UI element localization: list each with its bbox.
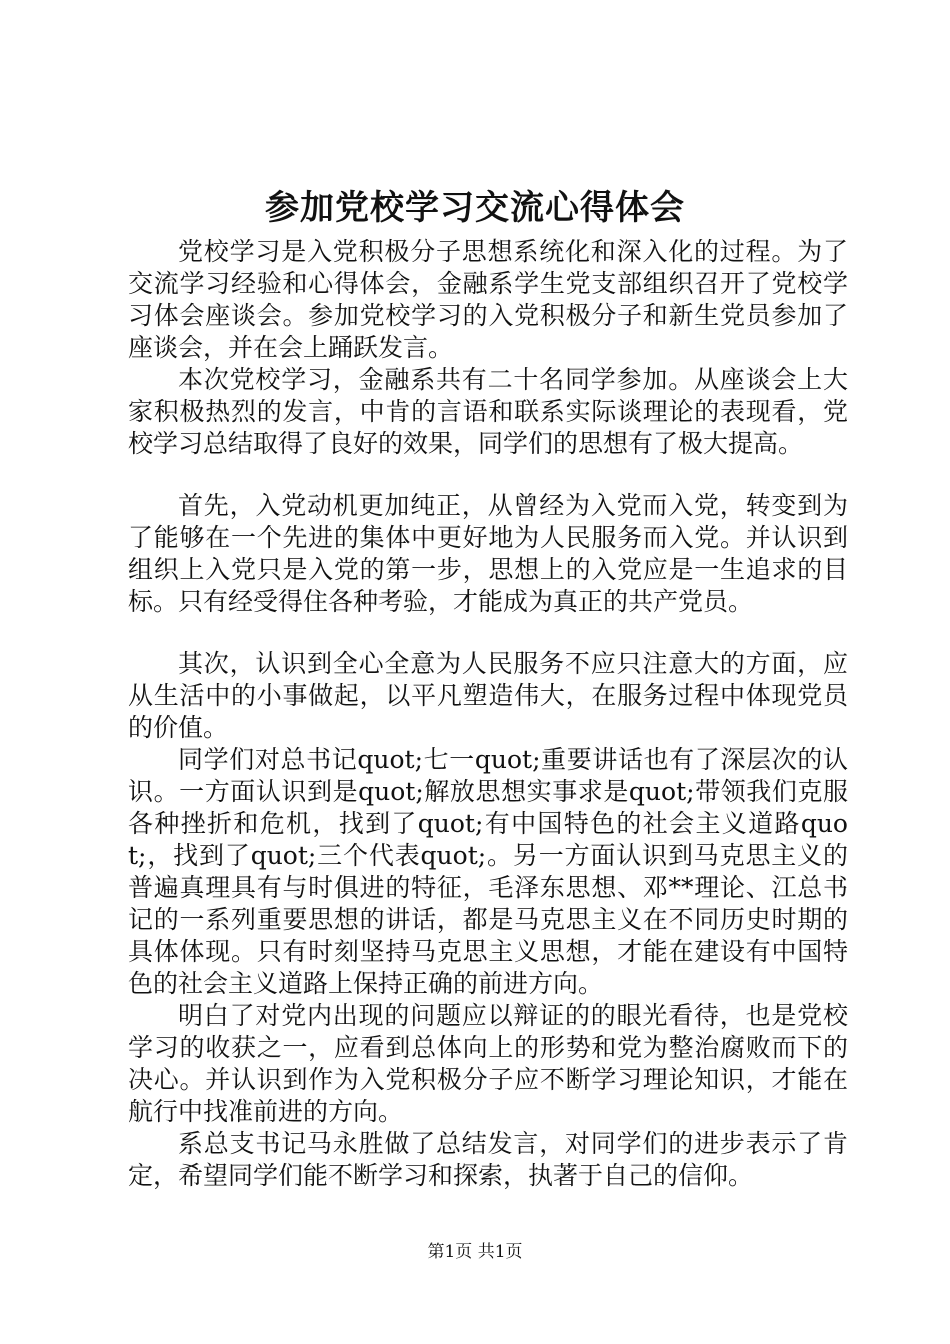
paragraph-6: 明白了对党内出现的问题应以辩证的的眼光看待，也是党校学习的收获之一，应看到总体向上的形势和党为整治腐败而下的决心。并认识到作为入党积极分子应不断学习理论知识，才能在航行中找准前进的方向。 — [128, 1001, 848, 1126]
page-footer: 第1页 共1页 — [427, 1242, 523, 1262]
document-body — [128, 236, 848, 1192]
paragraph-1: 党校学习是入党积极分子思想系统化和深入化的过程。为了交流学习经验和心得体会，金融系学生党支部组织召开了党校学习体会座谈会。参加党校学习的入党积极分子和新生党员参加了座谈会，并在会上踊跃发言。 — [128, 237, 848, 362]
paragraph-5: 同学们对总书记quot;七一quot;重要讲话也有了深层次的认识。一方面认识到是quot;解放思想实事求是quot;带领我们克服各种挫折和危机，找到了quot;有中国特色的社会主义道路quot;，找到了quot;三个代表quot;。另一方面认识到马克思主义的普遍真理具有与时俱进的特征，毛泽东思想、邓**理论、江总书记的一系列重要思想的讲话，都是马克思主义在不同历史时期的具体体现。只有时刻坚持马克思主义思想，才能在建设有中国特色的社会主义道路上保持正确的前进方向。 — [128, 745, 848, 998]
document-title: 参加党校学习交流心得体会 — [265, 188, 685, 228]
paragraph-3: 首先，入党动机更加纯正，从曾经为入党而入党，转变到为了能够在一个先进的集体中更好地为人民服务而入党。并认识到组织上入党只是入党的第一步，思想上的入党应是一生追求的目标。只有经受得住各种考验，才能成为真正的共产党员。 — [128, 491, 848, 616]
paragraph-7: 系总支书记马永胜做了总结发言，对同学们的进步表示了肯定，希望同学们能不断学习和探索，执著于自己的信仰。 — [128, 1129, 848, 1190]
paragraph-2: 本次党校学习，金融系共有二十名同学参加。从座谈会上大家积极热烈的发言，中肯的言语和联系实际谈理论的表现看，党校学习总结取得了良好的效果，同学们的思想有了极大提高。 — [128, 365, 848, 458]
paragraph-4: 其次，认识到全心全意为人民服务不应只注意大的方面，应从生活中的小事做起，以平凡塑造伟大，在服务过程中体现党员的价值。 — [128, 649, 848, 742]
